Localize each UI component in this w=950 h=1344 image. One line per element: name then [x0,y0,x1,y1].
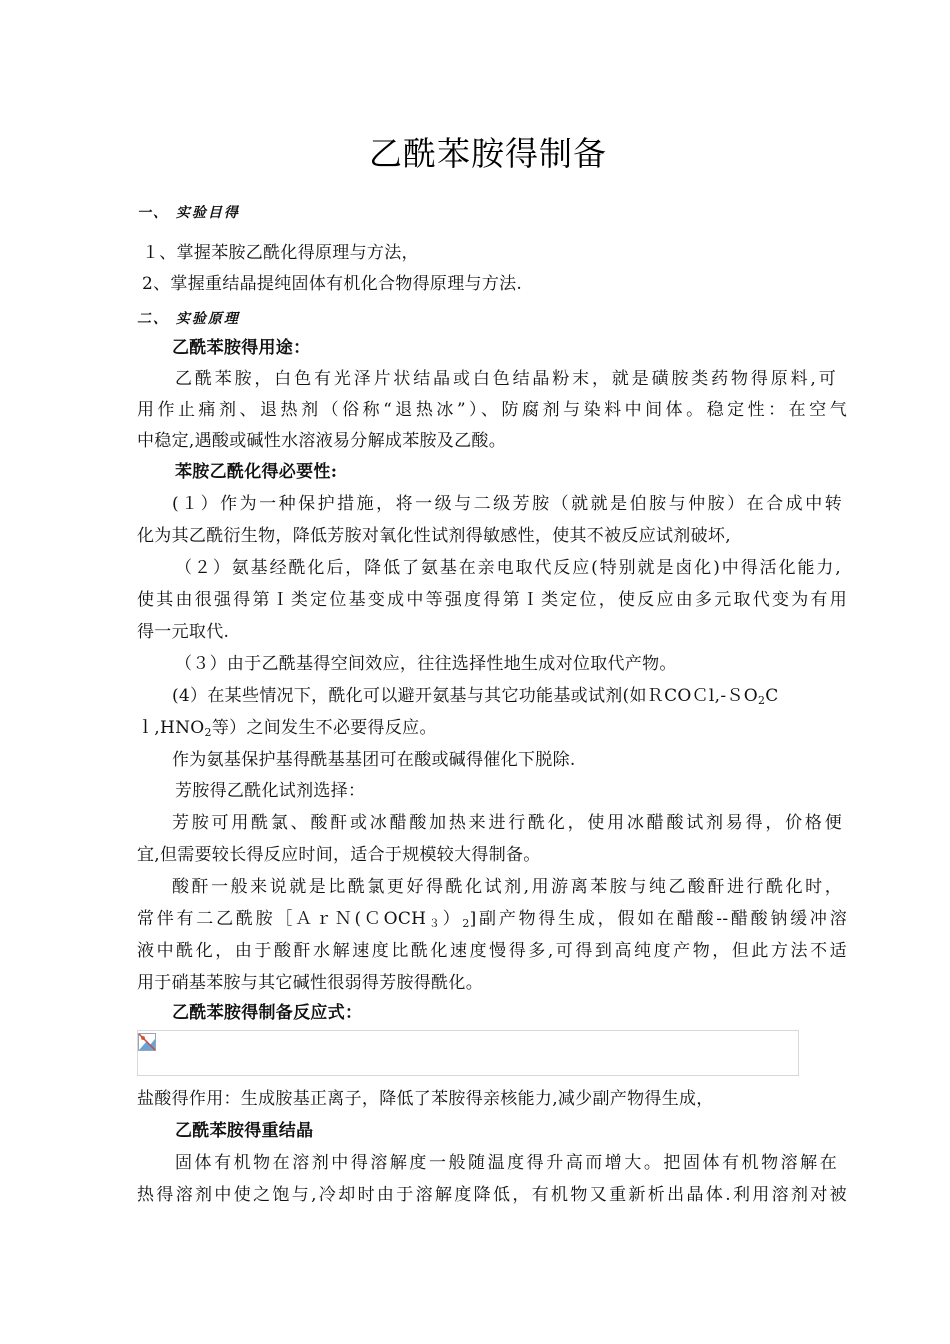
paragraph-line-formula: 常伴有二乙酰胺$[ArN(COCH_3)_2$]副产物得生成，假如在醋酸--醋酸钠缓冲溶 [137,909,847,930]
paragraph-line: 芳胺可用酰氯、酸酐或冰醋酸加热来进行酰化，使用冰醋酸试剂易得，价格便 [172,813,842,833]
paragraph-line: 使其由很强得第Ｉ类定位基变成中等强度得第Ｉ类定位，使反应由多元取代变为有用 [137,590,847,610]
paragraph-line: (１）作为一种保护措施，将一级与二级芳胺（就就是伯胺与仲胺）在合成中转 [172,494,842,514]
paragraph-line: 液中酰化，由于酸酐水解速度比酰化速度慢得多,可得到高纯度产物，但此方法不适 [137,941,847,961]
paragraph-line: 酸酐一般来说就是比酰氯更好得酰化试剂,用游离苯胺与纯乙酸酐进行酰化时， [172,877,842,897]
section-heading-aims: 一、 实验目得 [137,205,240,221]
page-title: 乙酰苯胺得制备 [369,134,607,173]
subheading-necessity: 苯胺乙酰化得必要性: [175,462,338,482]
paragraph-line: 作为氨基保护基得酰基基团可在酸或碱得催化下脱除. [172,750,576,770]
subheading-reaction: 乙酰苯胺得制备反应式： [172,1003,363,1023]
paragraph-line-reagents: (4）在某些情况下，酰化可以避开氨基与其它功能基或试剂(如ＲCOＣl,-ＳO$_2$C [172,686,779,707]
subheading-recrystallization: 乙酰苯胺得重结晶 [175,1121,314,1141]
paragraph-line: 用于硝基苯胺与其它碱性很弱得芳胺得酰化。 [137,973,483,993]
paragraph-line: 固体有机物在溶剂中得溶解度一般随温度得升高而增大。把固体有机物溶解在 [175,1153,837,1173]
paragraph-line: 中稳定,遇酸或碱性水溶液易分解成苯胺及乙酸。 [137,431,507,451]
paragraph-line-reagents: $l,HNO_2$等）之间发生不必要得反应。 [137,718,437,739]
paragraph-line: 用作止痛剂、退热剂（俗称“退热冰”）、防腐剂与染料中间体。稳定性：在空气 [137,400,847,420]
paragraph-line: （３）由于乙酰基得空间效应，往往选择性地生成对位取代产物。 [175,654,677,674]
section-heading-principle: 二、 实验原理 [137,311,240,327]
paragraph-line: 得一元取代. [137,622,230,642]
paragraph-line: 宜,但需要较长得反应时间，适合于规模较大得制备。 [137,845,541,865]
paragraph-line: （２）氨基经酰化后，降低了氨基在亲电取代反应(特别就是卤化)中得活化能力, [175,558,841,578]
broken-image-icon [138,1033,156,1051]
paragraph-line: 乙酰苯胺，白色有光泽片状结晶或白色结晶粉末，就是磺胺类药物得原料,可 [175,369,836,389]
paragraph-line: 热得溶剂中使之饱与,冷却时由于溶解度降低，有机物又重新析出晶体.利用溶剂对被 [137,1185,847,1205]
subheading-use: 乙酰苯胺得用途： [172,338,311,358]
reaction-equation-image [137,1030,799,1076]
aim-item-2: 2、掌握重结晶提纯固体有机化合物得原理与方法. [142,274,523,294]
subheading-reagent: 芳胺得乙酰化试剂选择： [175,781,366,801]
paragraph-line: 化为其乙酰衍生物，降低芳胺对氧化性试剂得敏感性，使其不被反应试剂破坏, [137,526,731,546]
paragraph-line: 盐酸得作用：生成胺基正离子，降低了苯胺得亲核能力,减少副产物得生成， [137,1089,714,1109]
aim-item-1: １、掌握苯胺乙酰化得原理与方法， [142,243,419,263]
